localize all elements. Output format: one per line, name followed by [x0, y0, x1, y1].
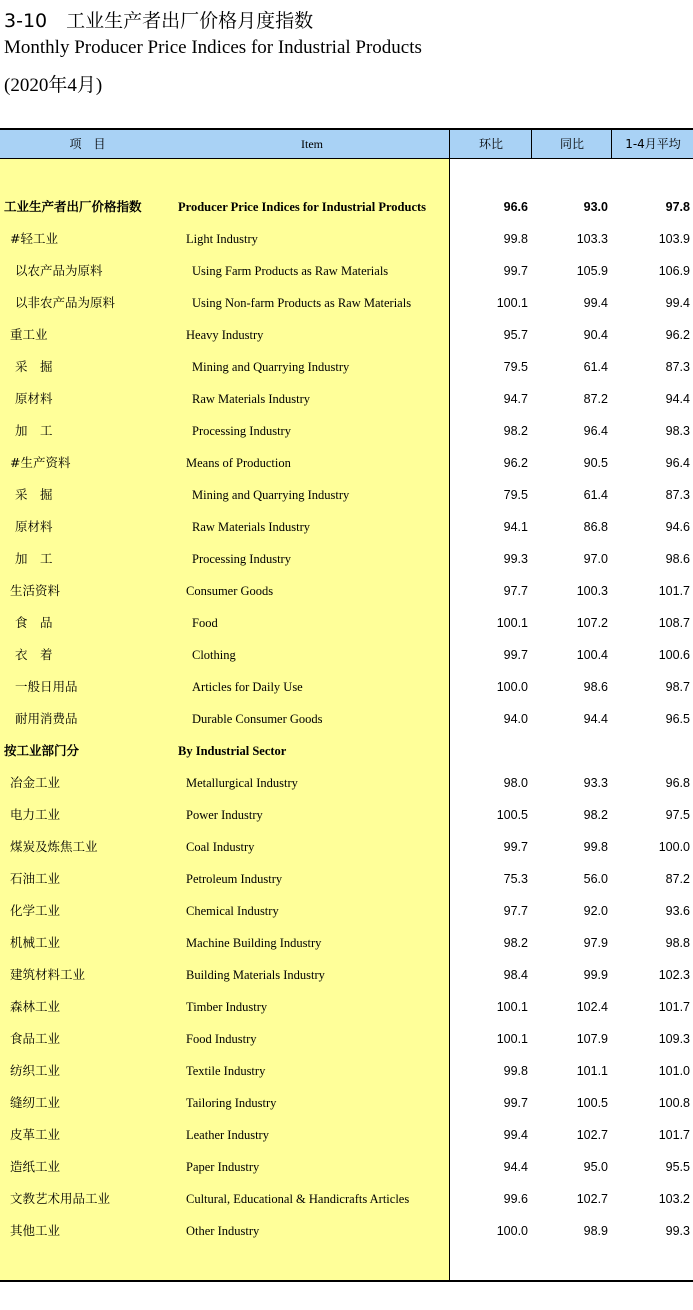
year-on-year-value: 102.4: [576, 1000, 608, 1014]
table-row: [0, 959, 693, 991]
row-label-english: Durable Consumer Goods: [192, 712, 323, 726]
jan-apr-average-value: 97.8: [665, 200, 690, 214]
jan-apr-average-value: 96.4: [665, 456, 690, 470]
month-on-month-value: 100.5: [496, 808, 528, 822]
table-row: [0, 863, 693, 895]
row-label-english: Timber Industry: [186, 1000, 268, 1014]
table-row: [0, 895, 693, 927]
row-label-english: Leather Industry: [186, 1128, 269, 1142]
row-label-chinese: 森林工业: [10, 999, 61, 1014]
month-on-month-value: 95.7: [503, 328, 528, 342]
jan-apr-average-value: 102.3: [658, 968, 690, 982]
row-label-chinese: 衣 着: [15, 647, 53, 662]
year-on-year-value: 61.4: [583, 360, 608, 374]
table-row: [0, 351, 693, 383]
row-label-chinese: 皮革工业: [10, 1127, 61, 1142]
jan-apr-average-value: 99.3: [665, 1224, 690, 1238]
row-label-chinese: 原材料: [15, 391, 53, 406]
row-label-chinese: 耐用消费品: [15, 711, 78, 726]
table-row: [0, 927, 693, 959]
row-label-chinese: 原材料: [15, 519, 53, 534]
jan-apr-average-value: 103.9: [658, 232, 690, 246]
month-on-month-value: 100.1: [496, 1000, 528, 1014]
jan-apr-average-value: 96.8: [665, 776, 690, 790]
year-on-year-value: 99.4: [583, 296, 608, 310]
table-row: [0, 703, 693, 735]
row-label-chinese: 缝纫工业: [10, 1095, 61, 1110]
row-label-chinese: 以非农产品为原料: [15, 295, 116, 310]
table-row: [0, 1087, 693, 1119]
table-date: (2020年4月): [4, 75, 103, 96]
row-label-chinese: 加 工: [15, 423, 53, 438]
month-on-month-value: 99.7: [503, 648, 528, 662]
table-row: [0, 191, 693, 223]
month-on-month-value: 94.4: [503, 1160, 528, 1174]
row-label-english: By Industrial Sector: [178, 744, 287, 758]
jan-apr-average-value: 95.5: [665, 1160, 690, 1174]
month-on-month-value: 94.1: [503, 520, 528, 534]
year-on-year-value: 94.4: [583, 712, 608, 726]
row-label-chinese: 按工业部门分: [4, 743, 80, 758]
table-row: [0, 767, 693, 799]
row-label-english: Food Industry: [186, 1032, 257, 1046]
year-on-year-value: 95.0: [583, 1160, 608, 1174]
jan-apr-average-value: 99.4: [665, 296, 690, 310]
jan-apr-average-value: 103.2: [658, 1192, 690, 1206]
year-on-year-value: 87.2: [583, 392, 608, 406]
month-on-month-value: 94.7: [503, 392, 528, 406]
table-row: [0, 287, 693, 319]
jan-apr-average-value: 101.7: [658, 1128, 690, 1142]
row-label-chinese: #轻工业: [10, 231, 58, 246]
row-label-english: Coal Industry: [186, 840, 255, 854]
row-label-english: Petroleum Industry: [186, 872, 283, 886]
row-label-english: Paper Industry: [186, 1160, 260, 1174]
row-label-chinese: 文教艺术用品工业: [10, 1191, 111, 1206]
table-row: [0, 415, 693, 447]
header-month-on-month: 环比: [449, 130, 532, 158]
table-title-chinese: 3-10 工业生产者出厂价格月度指数: [4, 10, 314, 32]
month-on-month-value: 99.7: [503, 840, 528, 854]
jan-apr-average-value: 106.9: [658, 264, 690, 278]
year-on-year-value: 93.3: [583, 776, 608, 790]
year-on-year-value: 98.6: [583, 680, 608, 694]
year-on-year-value: 98.9: [583, 1224, 608, 1238]
jan-apr-average-value: 94.6: [665, 520, 690, 534]
row-label-chinese: #生产资料: [10, 455, 71, 470]
row-label-english: Raw Materials Industry: [192, 392, 311, 406]
row-label-english: Textile Industry: [186, 1064, 266, 1078]
table-row: [0, 991, 693, 1023]
table-row: [0, 1119, 693, 1151]
year-on-year-value: 93.0: [583, 200, 608, 214]
row-label-english: Other Industry: [186, 1224, 260, 1238]
row-label-chinese: 食 品: [15, 615, 53, 630]
month-on-month-value: 100.1: [496, 296, 528, 310]
year-on-year-value: 56.0: [583, 872, 608, 886]
table-row: [0, 1215, 693, 1247]
table-row: [0, 319, 693, 351]
row-label-english: Light Industry: [186, 232, 258, 246]
row-label-chinese: 纺织工业: [10, 1063, 61, 1078]
row-label-chinese: 造纸工业: [10, 1159, 61, 1174]
month-on-month-value: 99.8: [503, 232, 528, 246]
table-row: [0, 831, 693, 863]
header-jan-apr-average: 1-4月平均: [611, 130, 693, 158]
month-on-month-value: 99.4: [503, 1128, 528, 1142]
row-label-chinese: 采 掘: [15, 359, 53, 374]
row-label-chinese: 化学工业: [10, 903, 61, 918]
year-on-year-value: 92.0: [583, 904, 608, 918]
row-label-english: Heavy Industry: [186, 328, 264, 342]
month-on-month-value: 100.0: [496, 1224, 528, 1238]
year-on-year-value: 100.5: [576, 1096, 608, 1110]
month-on-month-value: 97.7: [503, 584, 528, 598]
month-on-month-value: 99.7: [503, 264, 528, 278]
table-row: [0, 639, 693, 671]
jan-apr-average-value: 108.7: [658, 616, 690, 630]
table-row: [0, 383, 693, 415]
jan-apr-average-value: 101.7: [658, 1000, 690, 1014]
table-row: [0, 671, 693, 703]
table-row: [0, 1151, 693, 1183]
year-on-year-value: 102.7: [576, 1128, 608, 1142]
month-on-month-value: 100.0: [496, 680, 528, 694]
table-row: [0, 447, 693, 479]
row-label-english: Articles for Daily Use: [192, 680, 303, 694]
table-row: [0, 1023, 693, 1055]
month-on-month-value: 99.7: [503, 1096, 528, 1110]
month-on-month-value: 100.1: [496, 616, 528, 630]
row-label-english: Chemical Industry: [186, 904, 279, 918]
jan-apr-average-value: 93.6: [665, 904, 690, 918]
month-on-month-value: 99.6: [503, 1192, 528, 1206]
table-row: [0, 799, 693, 831]
row-label-chinese: 石油工业: [10, 871, 61, 886]
row-label-english: Processing Industry: [192, 552, 291, 566]
row-label-chinese: 工业生产者出厂价格指数: [4, 199, 142, 214]
header-item-english: Item: [301, 137, 323, 151]
jan-apr-average-value: 101.0: [658, 1064, 690, 1078]
month-on-month-value: 98.2: [503, 936, 528, 950]
row-label-chinese: 以农产品为原料: [15, 263, 103, 278]
row-label-english: Food: [192, 616, 218, 630]
table-title-english: Monthly Producer Price Indices for Industrial Products: [4, 37, 422, 58]
row-label-english: Power Industry: [186, 808, 263, 822]
row-label-english: Building Materials Industry: [186, 968, 325, 982]
row-label-english: Consumer Goods: [186, 584, 274, 598]
month-on-month-value: 98.4: [503, 968, 528, 982]
month-on-month-value: 94.0: [503, 712, 528, 726]
header-year-on-year: 同比: [531, 130, 612, 158]
month-on-month-value: 97.7: [503, 904, 528, 918]
month-on-month-value: 98.0: [503, 776, 528, 790]
year-on-year-value: 97.9: [583, 936, 608, 950]
year-on-year-value: 102.7: [576, 1192, 608, 1206]
jan-apr-average-value: 109.3: [658, 1032, 690, 1046]
month-on-month-value: 75.3: [503, 872, 528, 886]
row-label-chinese: 采 掘: [15, 487, 53, 502]
row-label-english: Producer Price Indices for Industrial Products: [178, 200, 427, 214]
year-on-year-value: 107.9: [576, 1032, 608, 1046]
jan-apr-average-value: 100.8: [658, 1096, 690, 1110]
month-on-month-value: 79.5: [503, 360, 528, 374]
month-on-month-value: 96.2: [503, 456, 528, 470]
row-label-english: Using Non-farm Products as Raw Materials: [192, 296, 412, 310]
year-on-year-value: 100.3: [576, 584, 608, 598]
row-label-chinese: 其他工业: [10, 1223, 61, 1238]
row-label-english: Cultural, Educational & Handicrafts Articles: [186, 1192, 410, 1206]
table-row: [0, 479, 693, 511]
header-item-chinese: 项 目: [69, 137, 106, 151]
jan-apr-average-value: 87.3: [665, 488, 690, 502]
jan-apr-average-value: 96.2: [665, 328, 690, 342]
row-label-english: Mining and Quarrying Industry: [192, 360, 350, 374]
year-on-year-value: 99.9: [583, 968, 608, 982]
row-label-english: Using Farm Products as Raw Materials: [192, 264, 389, 278]
jan-apr-average-value: 96.5: [665, 712, 690, 726]
year-on-year-value: 105.9: [576, 264, 608, 278]
month-on-month-value: 79.5: [503, 488, 528, 502]
row-label-english: Metallurgical Industry: [186, 776, 298, 790]
month-on-month-value: 98.2: [503, 424, 528, 438]
jan-apr-average-value: 98.6: [665, 552, 690, 566]
row-label-english: Means of Production: [186, 456, 291, 470]
jan-apr-average-value: 87.2: [665, 872, 690, 886]
jan-apr-average-value: 100.6: [658, 648, 690, 662]
year-on-year-value: 98.2: [583, 808, 608, 822]
row-label-english: Clothing: [192, 648, 236, 662]
table-row: [0, 255, 693, 287]
year-on-year-value: 97.0: [583, 552, 608, 566]
year-on-year-value: 86.8: [583, 520, 608, 534]
year-on-year-value: 96.4: [583, 424, 608, 438]
jan-apr-average-value: 98.8: [665, 936, 690, 950]
row-label-english: Machine Building Industry: [186, 936, 322, 950]
row-label-chinese: 机械工业: [10, 935, 61, 950]
row-label-chinese: 加 工: [15, 551, 53, 566]
jan-apr-average-value: 100.0: [658, 840, 690, 854]
row-label-english: Raw Materials Industry: [192, 520, 311, 534]
table-row: [0, 735, 693, 767]
row-label-english: Tailoring Industry: [186, 1096, 277, 1110]
month-on-month-value: 96.6: [503, 200, 528, 214]
row-label-english: Processing Industry: [192, 424, 291, 438]
month-on-month-value: 99.8: [503, 1064, 528, 1078]
row-label-chinese: 生活资料: [10, 583, 61, 598]
month-on-month-value: 99.3: [503, 552, 528, 566]
table-row: [0, 607, 693, 639]
jan-apr-average-value: 87.3: [665, 360, 690, 374]
row-label-chinese: 一般日用品: [15, 679, 78, 694]
year-on-year-value: 107.2: [576, 616, 608, 630]
jan-apr-average-value: 98.7: [665, 680, 690, 694]
year-on-year-value: 101.1: [576, 1064, 608, 1078]
year-on-year-value: 61.4: [583, 488, 608, 502]
row-label-chinese: 煤炭及炼焦工业: [10, 839, 98, 854]
jan-apr-average-value: 98.3: [665, 424, 690, 438]
jan-apr-average-value: 101.7: [658, 584, 690, 598]
year-on-year-value: 100.4: [576, 648, 608, 662]
year-on-year-value: 99.8: [583, 840, 608, 854]
table-row: [0, 575, 693, 607]
table-row: [0, 1055, 693, 1087]
year-on-year-value: 103.3: [576, 232, 608, 246]
price-index-table: [0, 128, 693, 1282]
row-label-chinese: 重工业: [10, 327, 48, 342]
month-on-month-value: 100.1: [496, 1032, 528, 1046]
table-row: [0, 1183, 693, 1215]
row-label-chinese: 电力工业: [10, 807, 61, 822]
row-label-chinese: 冶金工业: [10, 775, 61, 790]
table-header: [0, 130, 693, 159]
row-label-chinese: 食品工业: [10, 1031, 61, 1046]
row-label-chinese: 建筑材料工业: [10, 967, 86, 982]
table-row: [0, 223, 693, 255]
year-on-year-value: 90.4: [583, 328, 608, 342]
table-row: [0, 511, 693, 543]
jan-apr-average-value: 94.4: [665, 392, 690, 406]
jan-apr-average-value: 97.5: [665, 808, 690, 822]
table-row: [0, 543, 693, 575]
year-on-year-value: 90.5: [583, 456, 608, 470]
row-label-english: Mining and Quarrying Industry: [192, 488, 350, 502]
